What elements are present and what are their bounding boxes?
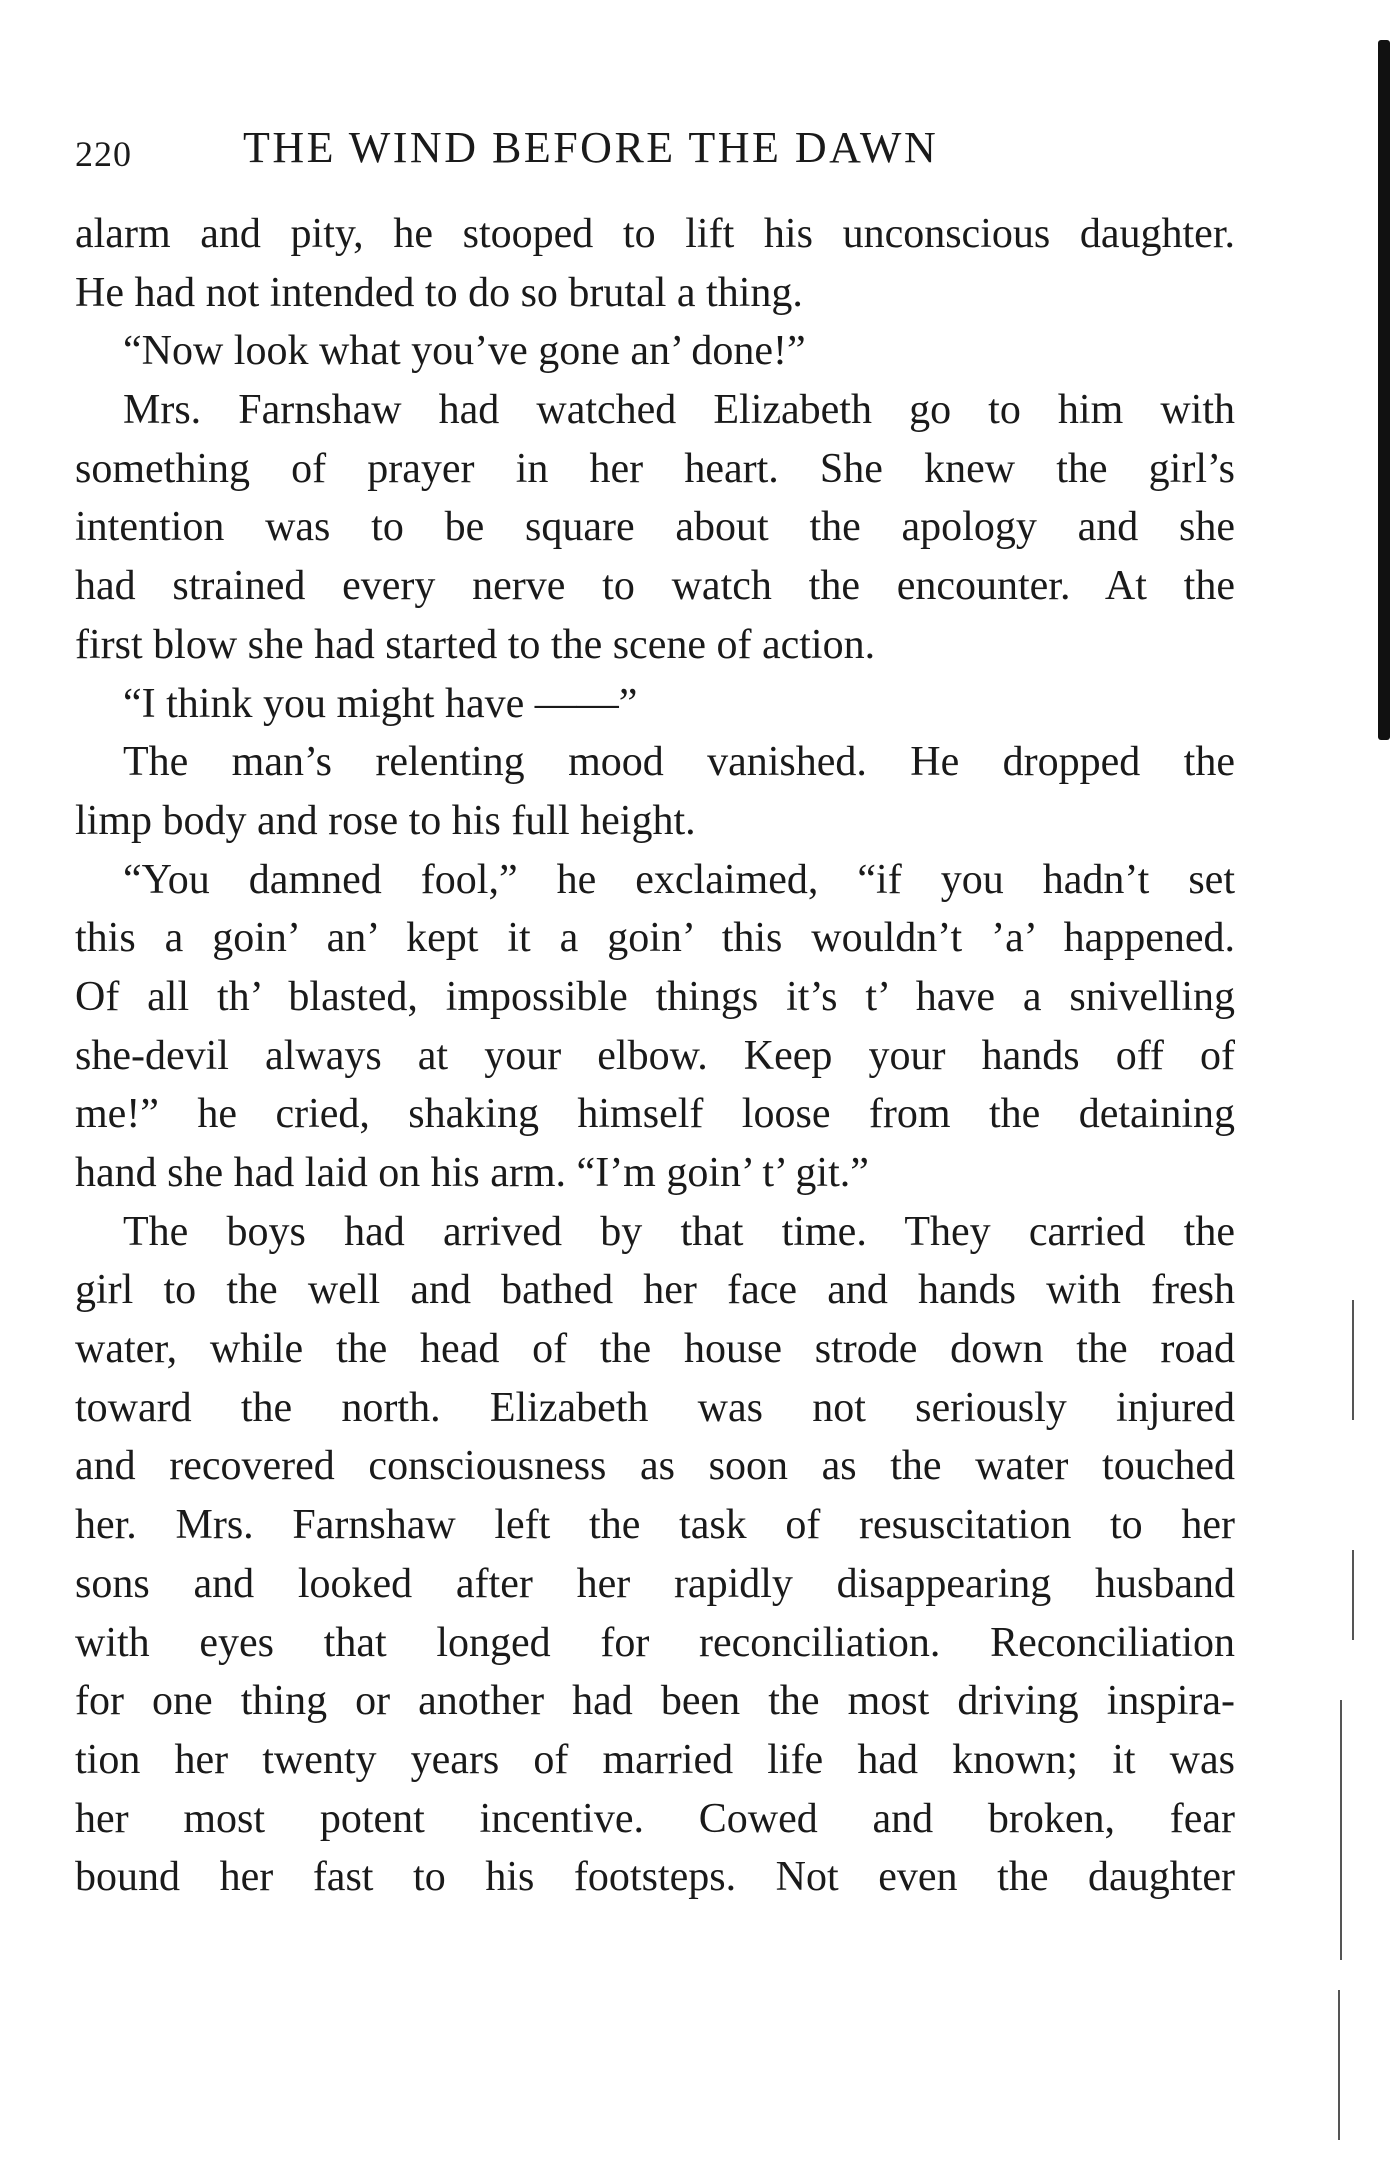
running-title: THE WIND BEFORE THE DAWN xyxy=(243,123,939,172)
text-line: something of prayer in her heart. She knew the girl’s xyxy=(75,445,1235,492)
text-line: and recovered consciousness as soon as the water touched xyxy=(75,1443,1235,1490)
scan-edge-mark xyxy=(1352,1300,1354,1420)
text-line: water, while the head of the house strode down the road xyxy=(75,1326,1235,1373)
text-line: she-devil always at your elbow. Keep your hands off of xyxy=(75,1032,1235,1079)
text-line: intention was to be square about the apology and she xyxy=(75,504,1235,551)
text-line: for one thing or another had been the most driving inspira- xyxy=(75,1678,1235,1725)
text-line: her most potent incentive. Cowed and broken, fear xyxy=(75,1795,1235,1842)
text-line: Mrs. Farnshaw had watched Elizabeth go to him with xyxy=(123,387,1235,434)
text-line: this a goin’ an’ kept it a goin’ this wouldn’t ’a’ happened. xyxy=(75,915,1235,962)
text-line: me!” he cried, shaking himself loose from the detaining xyxy=(75,1091,1235,1138)
text-line: had strained every nerve to watch the encounter. At the xyxy=(75,563,1235,610)
text-line: her. Mrs. Farnshaw left the task of resuscitation to her xyxy=(75,1502,1235,1549)
text-line: The man’s relenting mood vanished. He dropped the xyxy=(123,739,1235,786)
text-line: “I think you might have ——” xyxy=(123,680,638,727)
running-header xyxy=(75,118,1235,178)
text-line: sons and looked after her rapidly disappearing husband xyxy=(75,1560,1235,1607)
text-line: limp body and rose to his full height. xyxy=(75,797,696,844)
text-line: alarm and pity, he stooped to lift his unconscious daughter. xyxy=(75,211,1235,257)
text-line: with eyes that longed for reconciliation. Reconciliation xyxy=(75,1619,1235,1666)
text-line: Of all th’ blasted, impossible things it’s t’ have a snivelling xyxy=(75,973,1235,1020)
scan-edge-mark xyxy=(1338,1990,1340,2140)
text-line: girl to the well and bathed her face and hands with fresh xyxy=(75,1267,1235,1314)
text-line: bound her fast to his footsteps. Not even the daughter xyxy=(75,1854,1235,1901)
text-line: toward the north. Elizabeth was not seriously injured xyxy=(75,1384,1235,1431)
scan-edge-mark xyxy=(1378,40,1390,740)
page-number: 220 xyxy=(75,134,132,174)
body-text xyxy=(75,205,1235,1907)
text-line: He had not intended to do so brutal a thing. xyxy=(75,269,803,316)
text-line: The boys had arrived by that time. They carried the xyxy=(123,1208,1235,1255)
scan-edge-mark xyxy=(1352,1550,1354,1640)
text-line: hand she had laid on his arm. “I’m goin’ t’ git.” xyxy=(75,1150,869,1196)
text-line: “Now look what you’ve gone an’ done!” xyxy=(123,328,806,375)
scan-edge-mark xyxy=(1340,1700,1342,1960)
text-line: first blow she had started to the scene of action. xyxy=(75,621,876,668)
text-line: tion her twenty years of married life had known; it was xyxy=(75,1736,1235,1783)
text-line: “You damned fool,” he exclaimed, “if you hadn’t set xyxy=(123,856,1235,903)
